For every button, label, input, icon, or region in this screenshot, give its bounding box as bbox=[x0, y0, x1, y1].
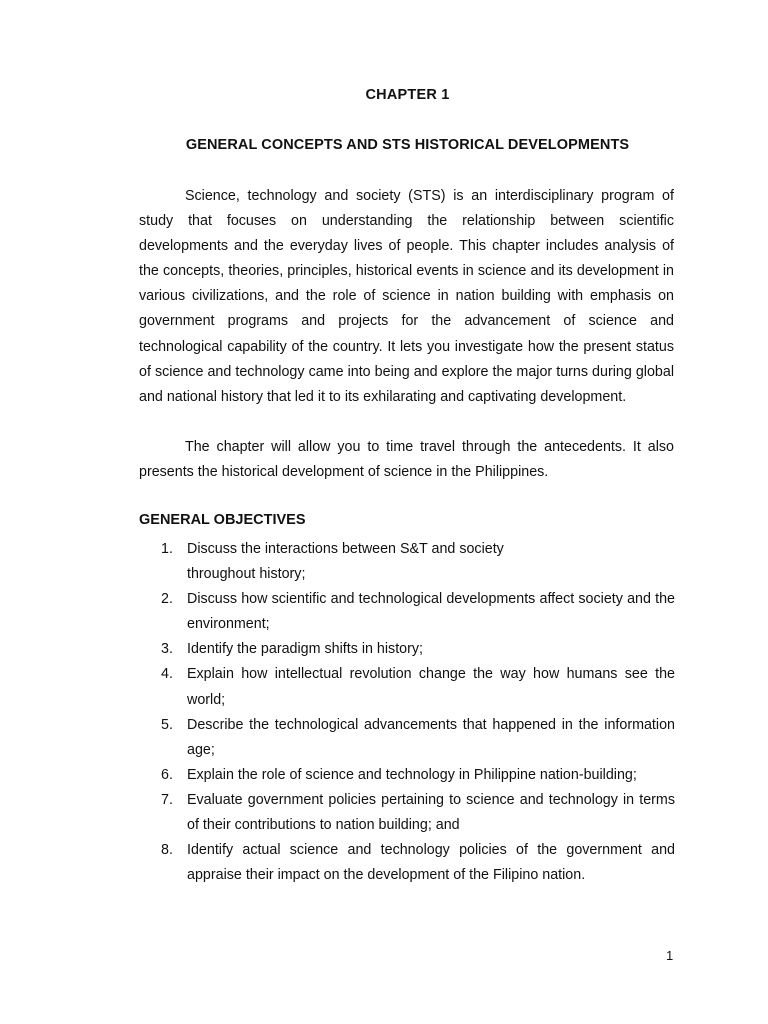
objective-item-7 bbox=[161, 788, 675, 838]
objective-item-8 bbox=[161, 838, 675, 888]
objective-number: 4. bbox=[161, 666, 173, 683]
objective-number: 7. bbox=[161, 791, 173, 808]
objective-item-2 bbox=[161, 587, 675, 637]
intro-paragraph-2-text: The chapter will allow you to time travel through the antecedents. It also presents the historical development of science in the Philippines. bbox=[139, 439, 674, 481]
objective-number: 5. bbox=[161, 716, 173, 733]
objective-number: 8. bbox=[161, 842, 173, 859]
objective-text: Identify the paradigm shifts in history; bbox=[187, 641, 424, 658]
intro-paragraph-1-text: Science, technology and society (STS) is an interdisciplinary program of study that focuses on understanding the relationship between scientific developments and the everyday lives of people. This chapter includes analysis of the concepts, theories, principles, historical events in science and its development in various civilizations, and the role of science in nation building with emphasis on government programs and projects for the advancement of science and technological capability of the country. It lets you investigate how the present status of science and technology came into being and explore the major turns during global and national history that led it to its exhilarating and captivating development. bbox=[139, 188, 674, 405]
objective-item-5 bbox=[161, 713, 675, 763]
intro-paragraph-2 bbox=[139, 435, 674, 485]
chapter-title: GENERAL CONCEPTS AND STS HISTORICAL DEVELOPMENTS bbox=[185, 137, 630, 153]
objective-item-6 bbox=[161, 763, 675, 788]
objective-number: 3. bbox=[161, 641, 173, 658]
page-number: 1 bbox=[666, 948, 674, 963]
objective-text: Evaluate government policies pertaining to science and technology in terms of their contributions to nation building; and bbox=[187, 791, 675, 834]
objective-text: Explain how intellectual revolution change the way how humans see the world; bbox=[187, 666, 675, 708]
objective-number: 2. bbox=[161, 591, 173, 608]
objectives-heading: GENERAL OBJECTIVES bbox=[139, 512, 306, 528]
objective-number: 6. bbox=[161, 766, 173, 783]
chapter-label: CHAPTER 1 bbox=[365, 87, 450, 103]
intro-paragraph-1 bbox=[139, 184, 674, 410]
objective-text: Describe the technological advancements that happened in the information age; bbox=[187, 716, 675, 758]
objective-number: 1. bbox=[161, 541, 173, 557]
objectives-list bbox=[161, 537, 675, 888]
objective-text: Discuss the interactions between S&T and society throughout history; bbox=[187, 541, 504, 583]
objective-text: Identify actual science and technology policies of the government and appraise their impact on the development of the Filipino nation. bbox=[187, 842, 675, 884]
objective-text: Discuss how scientific and technological developments affect society and the environment; bbox=[187, 591, 675, 633]
objective-item-3 bbox=[161, 637, 675, 662]
objective-text: Explain the role of science and technology in Philippine nation-building; bbox=[187, 766, 637, 783]
objective-item-4 bbox=[161, 662, 675, 712]
objective-item-1 bbox=[161, 537, 517, 587]
